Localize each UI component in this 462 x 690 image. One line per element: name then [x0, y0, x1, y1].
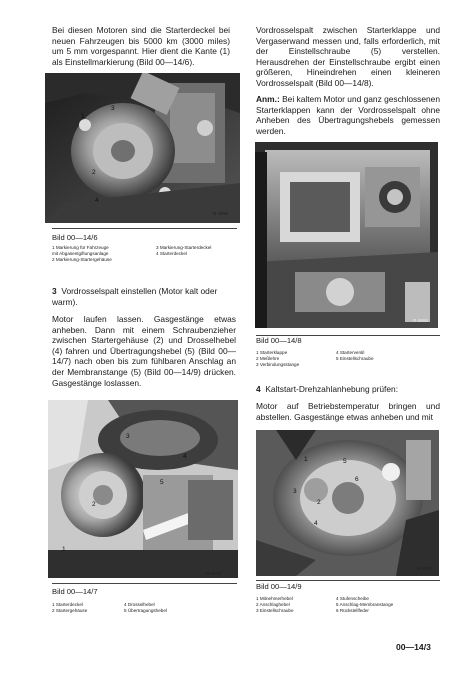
legend-item: mit Abgasentgiftungsanlage — [52, 251, 109, 256]
section-3-heading — [52, 286, 237, 307]
right-intro-text: Vordrosselspalt zwischen Starterklappe und Vergaserwand messen und, falls erforderlich, mit der Einstellschraube (5) verstellen. Herausdrehen der Einstellschraube ergibt einen größeren, Hineindrehen einen kleineren Vordrosselspalt (Bild 00—14/8). — [256, 25, 440, 88]
note-paragraph — [256, 94, 440, 136]
note-text: Bei kaltem Motor und ganz geschlossenen Starterklappen kann der Vordrosselspalt ohne Anheben des Übertragungshebels gemessen werden. — [256, 94, 440, 136]
figure-00-14-7-ref: R-3219 — [206, 571, 222, 576]
section-4-body: Motor auf Betriebstemperatur bringen und abstellen. Gasgestänge etwas anheben und mit — [256, 401, 440, 422]
legend-item: 2 Startergehäuse — [52, 608, 88, 613]
legend-item: 1 Starterklappe — [256, 350, 288, 355]
note-label: Anm.: — [256, 94, 280, 104]
section-3-number: 3 — [52, 286, 57, 296]
figure-00-14-6-callout-1: 1 — [81, 113, 85, 120]
figure-00-14-8-legend-right — [336, 350, 374, 362]
section-3-body: Motor laufen lassen. Gasgestänge etwas anheben. Dann mit einem Schraubenzieher zwischen Startergehäuse (2) und Drosselhebel (4) fahren und Übertragungshebel (5) (Bild 00—14/7) nach oben bis zum fühlbaren Anschlag an der Membranstange (5) (Bild 00—14/9) drücken. Gasgestänge loslassen. — [52, 314, 236, 388]
figure-00-14-6-callout-4: 4 — [95, 197, 99, 204]
legend-item: 2 Meßlehre — [256, 356, 280, 361]
legend-item: 5 Einstellschraube — [336, 356, 374, 361]
legend-item: 3 Einstellschraube — [256, 608, 294, 613]
figure-00-14-9-callout-5: 5 — [343, 458, 347, 465]
legend-item: 5 Anschlag-Membranstange — [336, 602, 394, 607]
section-4-number: 4 — [256, 384, 261, 394]
legend-item: 1 Mitnehmerhebel — [256, 596, 293, 601]
figure-00-14-7-rule — [52, 583, 237, 584]
figure-00-14-8-ref: R-3692 — [413, 318, 429, 323]
figure-00-14-8-photo — [255, 142, 438, 328]
legend-item: 4 Starterdeckel — [156, 251, 187, 256]
page-number: 00—14/3 — [396, 642, 431, 652]
figure-00-14-7-photo — [48, 400, 238, 578]
legend-item: 2 Anschlaghebel — [256, 602, 290, 607]
figure-00-14-9-legend-left — [256, 596, 294, 614]
legend-item: 3 Markierung-Starterdeckel — [156, 245, 212, 250]
figure-00-14-9-rule — [256, 580, 440, 581]
figure-00-14-9-callout-4: 4 — [314, 520, 318, 527]
legend-item: 4 Starterventil — [336, 350, 365, 355]
figure-00-14-9-callout-2: 2 — [317, 499, 321, 506]
figure-00-14-7-callout-1: 1 — [62, 546, 66, 553]
figure-00-14-6-legend-left — [52, 245, 112, 263]
legend-item: 6 Rückstellfeder — [336, 608, 369, 613]
figure-00-14-9-callout-6: 6 — [355, 476, 359, 483]
figure-00-14-8-legend-left — [256, 350, 299, 368]
figure-00-14-9-callout-3: 3 — [293, 488, 297, 495]
legend-item: 1 Markierung für Fahrzeuge — [52, 245, 109, 250]
left-intro-text: Bei diesen Motoren sind die Starterdeckel bei neuen Fahrzeugen bis 5000 km (3000 miles) um 5 mm vorgespannt. Hier dient die Kante (1) als Einstellmarkierung (Bild 00—14/6). — [52, 25, 230, 67]
figure-00-14-7-legend-right — [124, 602, 167, 614]
figure-00-14-9-caption: Bild 00—14/9 — [256, 582, 302, 591]
figure-00-14-7-caption: Bild 00—14/7 — [52, 587, 98, 596]
figure-00-14-9-callout-1: 1 — [304, 456, 308, 463]
figure-00-14-9-photo — [256, 430, 439, 576]
figure-00-14-6-legend-right — [156, 245, 211, 257]
legend-item: 1 Starterdeckel — [52, 602, 83, 607]
figure-00-14-7-callout-4: 4 — [183, 453, 187, 460]
figure-00-14-7-callout-3: 3 — [126, 433, 130, 440]
figure-00-14-9-legend-right — [336, 596, 393, 614]
figure-00-14-7-legend-left — [52, 602, 87, 614]
figure-00-14-7-callout-2: 2 — [92, 501, 96, 508]
section-4-title: Kaltstart-Drehzahlanhebung prüfen: — [265, 384, 399, 394]
figure-00-14-6-ref: R-3696 — [213, 211, 229, 216]
section-4-heading — [256, 384, 441, 395]
figure-00-14-7-callout-5: 5 — [160, 479, 164, 486]
figure-00-14-6-rule — [52, 228, 237, 229]
figure-00-14-6-photo — [45, 73, 240, 223]
legend-item: 4 Stufenscheibe — [336, 596, 369, 601]
legend-item: 5 Übertragungshebel — [124, 608, 167, 613]
legend-item: 3 Verbindungsstange — [256, 362, 300, 367]
section-3-title: Vordrosselspalt einstellen (Motor kalt oder warm). — [52, 286, 218, 307]
figure-00-14-6-callout-3: 3 — [111, 105, 115, 112]
figure-00-14-6-callout-2: 2 — [92, 169, 96, 176]
legend-item: 4 Drosselhebel — [124, 602, 155, 607]
figure-00-14-8-caption: Bild 00—14/8 — [256, 336, 302, 345]
figure-00-14-9-ref: R-3697 — [417, 566, 433, 571]
figure-00-14-6-caption: Bild 00—14/6 — [52, 233, 98, 242]
legend-item: 2 Markierung-Startergehäuse — [52, 257, 112, 262]
